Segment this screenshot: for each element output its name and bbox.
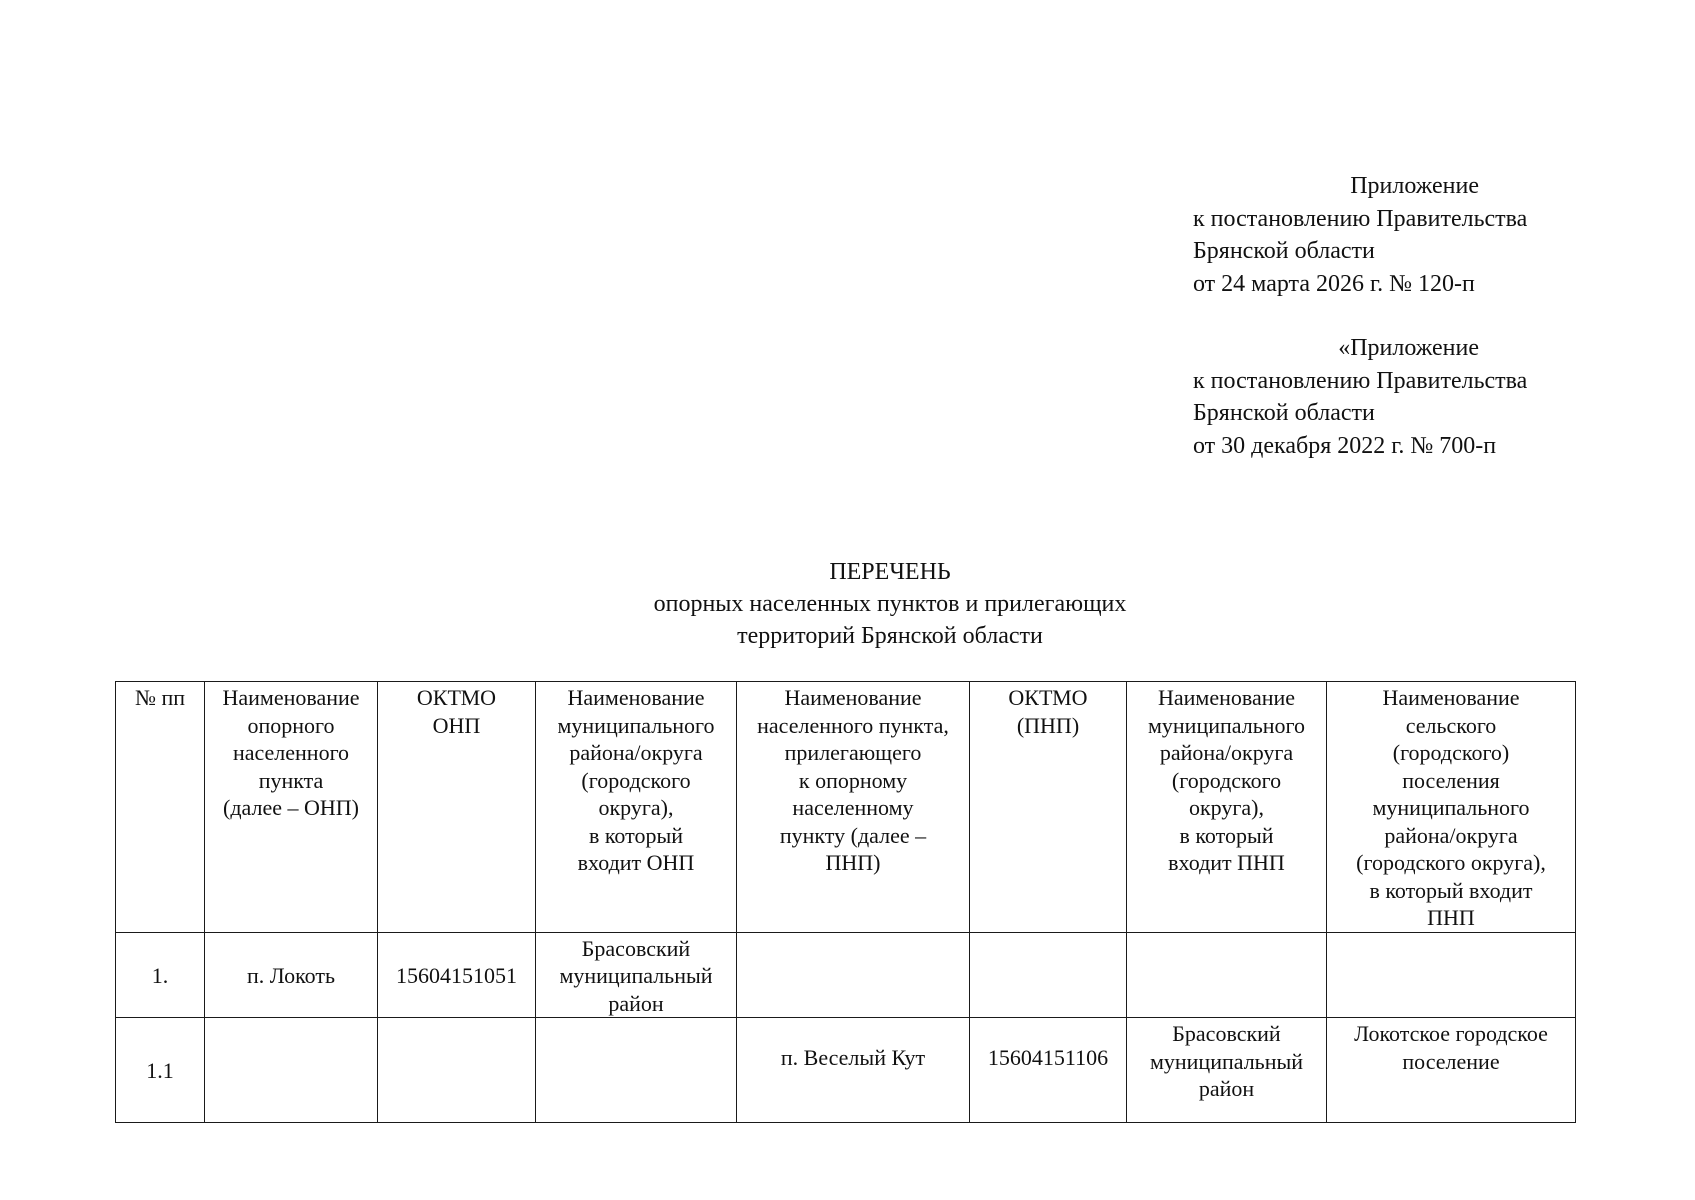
table-cell: [378, 1018, 536, 1123]
table-cell: п. Локоть: [205, 932, 378, 1018]
column-header-onp-name: Наименование опорного населенного пункта (далее – ОНП): [205, 682, 378, 933]
approval-heading: Приложение: [1350, 173, 1479, 199]
document-title: [560, 556, 1220, 652]
approval-heading: «Приложение: [1338, 335, 1479, 361]
approval-line: от 30 декабря 2022 г. № 700-п: [1193, 432, 1497, 459]
approval-line: к постановлению Правительства: [1193, 367, 1528, 394]
column-header-onp-district: Наименование муниципального района/округа (городского округа), в который входит ОНП: [536, 682, 737, 933]
table-cell: 1.1: [116, 1018, 205, 1123]
approval-line: от 24 марта 2026 г. № 120-п: [1193, 270, 1475, 297]
table-cell: [1127, 932, 1327, 1018]
table-row: [116, 1018, 1576, 1123]
title-line: территорий Брянской области: [737, 623, 1043, 649]
settlements-table: [115, 681, 1576, 1123]
table-cell: [205, 1018, 378, 1123]
table-cell: [1327, 932, 1576, 1018]
title-heading: ПЕРЕЧЕНЬ: [829, 559, 951, 585]
table-cell: [536, 1018, 737, 1123]
table-cell: [737, 932, 970, 1018]
table-cell: Брасовский муниципальный район: [1127, 1018, 1327, 1123]
approval-line: к постановлению Правительства: [1193, 205, 1528, 232]
column-header-onp-oktmo: ОКТМО ОНП: [378, 682, 536, 933]
table-cell: 15604151106: [970, 1018, 1127, 1123]
column-header-number: № пп: [116, 682, 205, 933]
column-header-pnp-oktmo: ОКТМО (ПНП): [970, 682, 1127, 933]
approval-stamp-original: [1193, 332, 1527, 462]
column-header-pnp-settlement: Наименование сельского (городского) поселения муниципального района/округа (городского округа), в который входит ПНП: [1327, 682, 1576, 933]
table-cell: п. Веселый Кут: [737, 1018, 970, 1123]
column-header-pnp-district: Наименование муниципального района/округа (городского округа), в который входит ПНП: [1127, 682, 1327, 933]
approval-line: Брянской области: [1193, 238, 1375, 264]
column-header-pnp-name: Наименование населенного пункта, прилегающего к опорному населенному пункту (далее – ПНП): [737, 682, 970, 933]
table-cell: Локотское городское поселение: [1327, 1018, 1576, 1123]
table-cell: 15604151051: [378, 932, 536, 1018]
table-cell: Брасовский муниципальный район: [536, 932, 737, 1018]
approval-line: Брянской области: [1193, 400, 1375, 426]
approval-stamp-current: [1193, 170, 1527, 300]
table-header-row: [116, 682, 1576, 933]
table-cell: 1.: [116, 932, 205, 1018]
table-cell: [970, 932, 1127, 1018]
table-row: [116, 932, 1576, 1018]
title-line: опорных населенных пунктов и прилегающих: [653, 591, 1127, 617]
